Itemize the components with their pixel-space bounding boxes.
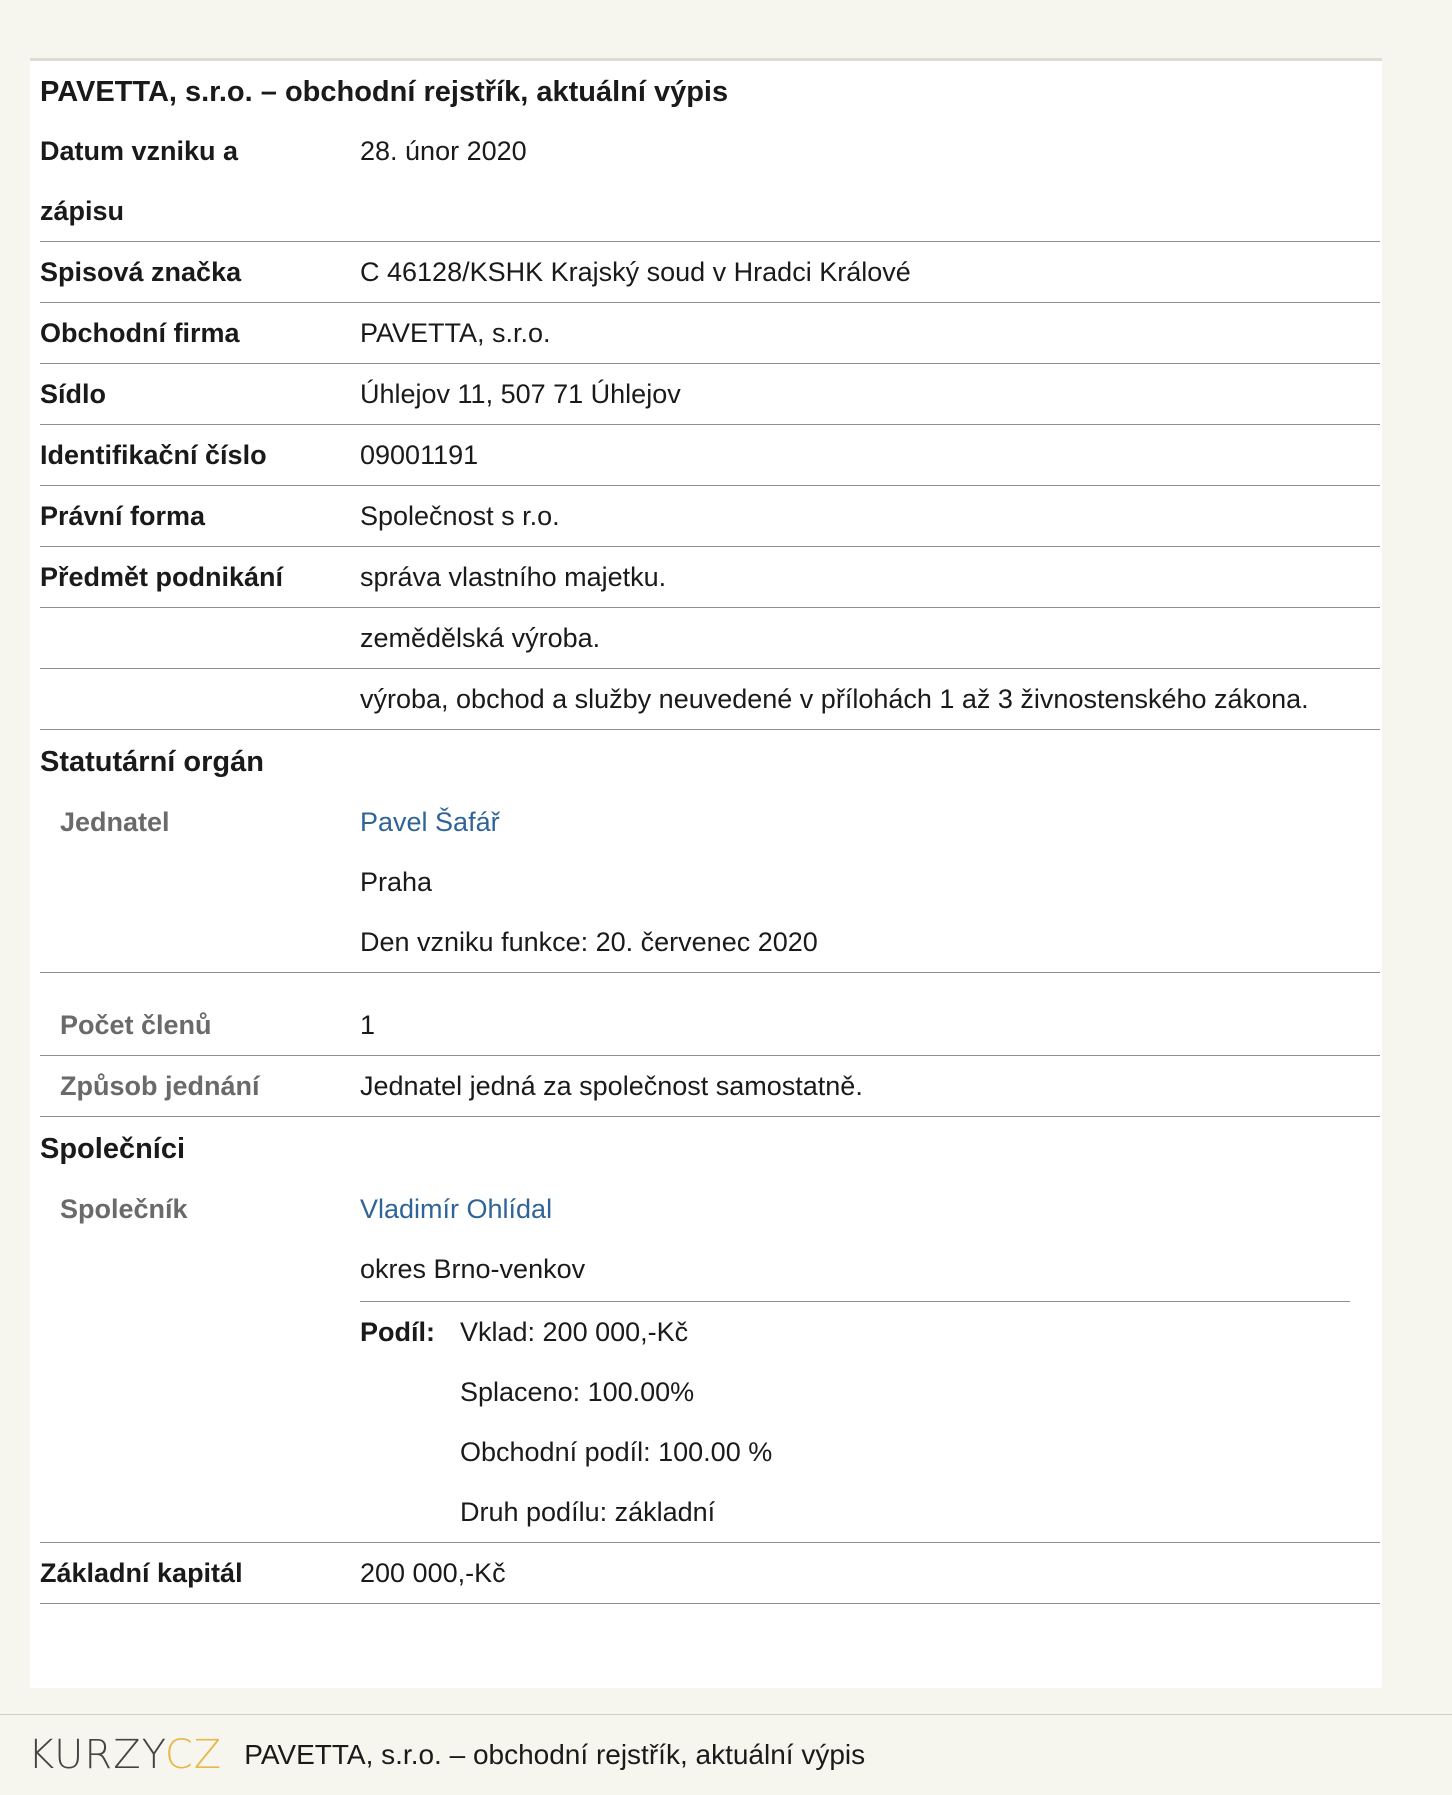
label-spisova-znacka: Spisová značka <box>40 257 242 287</box>
row-spisova-znacka <box>40 242 1380 303</box>
row-jednatel <box>40 792 1380 973</box>
row-predmet-1 <box>40 547 1380 608</box>
share-vklad: Vklad: 200 000,-Kč <box>460 1317 689 1347</box>
label-zpusob-jednani: Způsob jednání <box>60 1071 260 1101</box>
value-predmet-1: správa vlastního majetku. <box>360 562 667 592</box>
jednatel-name-link[interactable]: Pavel Šafář <box>360 807 500 837</box>
row-predmet-2 <box>40 608 1380 669</box>
label-zakladni-kapital: Základní kapitál <box>40 1558 243 1588</box>
row-zpusob-jednani <box>40 1056 1380 1117</box>
label-datum-vzniku: Datum vzniku a zápisu <box>40 136 239 226</box>
spolecnik-okres: okres Brno-venkov <box>360 1254 586 1284</box>
document-title: PAVETTA, s.r.o. – obchodní rejstřík, aktuální výpis <box>40 76 729 108</box>
value-spisova-znacka: C 46128/KSHK Krajský soud v Hradci Králové <box>360 257 911 287</box>
value-ic: 09001191 <box>360 440 479 470</box>
kurzy-logo[interactable]: KURZYCZ <box>28 1732 223 1778</box>
value-pravni-forma: Společnost s r.o. <box>360 501 560 531</box>
section-spolecnici: Společníci <box>40 1133 186 1165</box>
label-predmet: Předmět podnikání <box>40 562 284 592</box>
share-obchodni-podil: Obchodní podíl: 100.00 % <box>460 1437 773 1467</box>
value-pocet-clenu: 1 <box>360 1010 376 1040</box>
value-datum-vzniku: 28. únor 2020 <box>360 136 527 166</box>
share-druh: Druh podílu: základní <box>460 1497 716 1527</box>
row-obchodni-firma <box>40 303 1380 364</box>
row-zakladni-kapital <box>40 1543 1380 1604</box>
value-zakladni-kapital: 200 000,-Kč <box>360 1558 506 1588</box>
share-block <box>360 1302 1380 1542</box>
value-predmet-3: výroba, obchod a služby neuvedené v přílohách 1 až 3 živnostenského zákona. <box>360 684 1309 714</box>
footer-title: PAVETTA, s.r.o. – obchodní rejstřík, aktuální výpis <box>244 1739 866 1770</box>
row-spolecnik <box>40 1179 1380 1543</box>
label-obchodni-firma: Obchodní firma <box>40 318 240 348</box>
value-zpusob-jednani: Jednatel jedná za společnost samostatně. <box>360 1071 863 1101</box>
footer-bar <box>0 1714 1452 1795</box>
row-ic <box>40 425 1380 486</box>
row-sidlo <box>40 364 1380 425</box>
value-sidlo: Úhlejov 11, 507 71 Úhlejov <box>360 379 681 409</box>
label-sidlo: Sídlo <box>40 379 106 409</box>
value-predmet-2: zemědělská výroba. <box>360 623 601 653</box>
row-predmet-3 <box>40 669 1380 730</box>
label-ic: Identifikační číslo <box>40 440 267 470</box>
section-statutarni-organ: Statutární orgán <box>40 746 264 778</box>
row-datum-vzniku <box>40 121 1380 242</box>
label-pravni-forma: Právní forma <box>40 501 206 531</box>
share-splaceno: Splaceno: 100.00% <box>460 1377 695 1407</box>
spolecnik-name-link[interactable]: Vladimír Ohlídal <box>360 1194 553 1224</box>
jednatel-since: Den vzniku funkce: 20. červenec 2020 <box>360 927 818 957</box>
row-pocet-clenu <box>40 995 1380 1056</box>
value-obchodni-firma: PAVETTA, s.r.o. <box>360 318 551 348</box>
register-extract <box>30 58 1382 1688</box>
jednatel-city: Praha <box>360 867 433 897</box>
label-jednatel: Jednatel <box>60 807 170 837</box>
label-spolecnik: Společník <box>60 1194 188 1224</box>
label-pocet-clenu: Počet členů <box>60 1010 212 1040</box>
label-podil: Podíl: <box>360 1317 435 1347</box>
row-pravni-forma <box>40 486 1380 547</box>
